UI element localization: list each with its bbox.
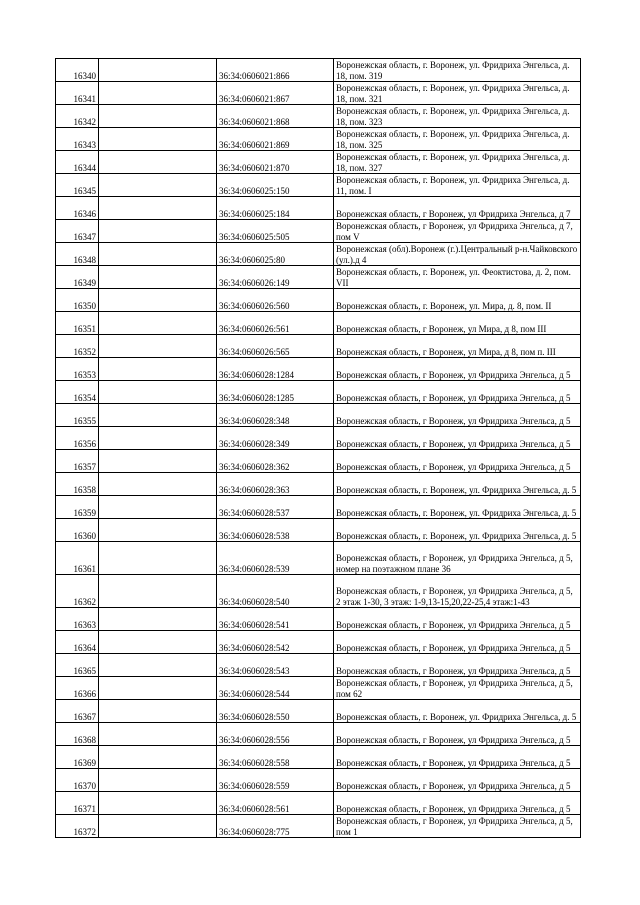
row-number-cell: 16343 xyxy=(56,128,99,151)
empty-cell xyxy=(99,220,217,243)
cadastral-number-cell: 36:34:0606028:348 xyxy=(217,404,334,427)
empty-cell xyxy=(99,542,217,575)
row-number-cell: 16340 xyxy=(56,59,99,82)
row-number-cell: 16361 xyxy=(56,542,99,575)
row-number-cell: 16364 xyxy=(56,631,99,654)
row-number-cell: 16344 xyxy=(56,151,99,174)
row-number-cell: 16359 xyxy=(56,496,99,519)
address-cell: Воронежская область, г Воронеж, ул Фридриха Энгельса, д 5 xyxy=(334,450,581,473)
table-row xyxy=(56,151,581,174)
address-cell: Воронежская область, г Воронеж, ул Фридриха Энгельса, д 5, пом 62 xyxy=(334,677,581,700)
cadastral-number-cell: 36:34:0606028:363 xyxy=(217,473,334,496)
cadastral-number-cell: 36:34:0606028:559 xyxy=(217,769,334,792)
table-row xyxy=(56,312,581,335)
empty-cell xyxy=(99,677,217,700)
address-cell: Воронежская область, г. Воронеж, ул. Фридриха Энгельса, д. 5 xyxy=(334,519,581,542)
cadastral-number-cell: 36:34:0606021:866 xyxy=(217,59,334,82)
address-cell: Воронежская область, г. Воронеж, ул. Фридриха Энгельса, д. 18, пом. 319 xyxy=(334,59,581,82)
row-number-cell: 16342 xyxy=(56,105,99,128)
empty-cell xyxy=(99,496,217,519)
address-cell: Воронежская область, г Воронеж, ул Фридриха Энгельса, д 5 xyxy=(334,358,581,381)
empty-cell xyxy=(99,289,217,312)
address-cell: Воронежская область, г. Воронеж, ул. Феоктистова, д. 2, пом. VII xyxy=(334,266,581,289)
address-cell: Воронежская область, г Воронеж, ул Фридриха Энгельса, д 5, пом 1 xyxy=(334,815,581,838)
address-cell: Воронежская область, г Воронеж, ул Фридриха Энгельса, д 5 xyxy=(334,769,581,792)
table-row xyxy=(56,243,581,266)
empty-cell xyxy=(99,128,217,151)
empty-cell xyxy=(99,769,217,792)
address-cell: Воронежская область, г. Воронеж, ул. Мира, д. 8, пом. II xyxy=(334,289,581,312)
address-cell: Воронежская область, г Воронеж, ул Фридриха Энгельса, д 5 xyxy=(334,608,581,631)
row-number-cell: 16365 xyxy=(56,654,99,677)
empty-cell xyxy=(99,654,217,677)
empty-cell xyxy=(99,151,217,174)
empty-cell xyxy=(99,575,217,608)
address-cell: Воронежская область, г Воронеж, ул Мира, д 8, пом п. III xyxy=(334,335,581,358)
cadastral-number-cell: 36:34:0606025:150 xyxy=(217,174,334,197)
table-row xyxy=(56,700,581,723)
cadastral-number-cell: 36:34:0606028:1285 xyxy=(217,381,334,404)
table-row xyxy=(56,197,581,220)
row-number-cell: 16350 xyxy=(56,289,99,312)
table-row xyxy=(56,496,581,519)
row-number-cell: 16363 xyxy=(56,608,99,631)
cadastral-number-cell: 36:34:0606025:184 xyxy=(217,197,334,220)
cadastral-number-cell: 36:34:0606028:538 xyxy=(217,519,334,542)
row-number-cell: 16351 xyxy=(56,312,99,335)
empty-cell xyxy=(99,105,217,128)
table-row xyxy=(56,59,581,82)
cadastral-number-cell: 36:34:0606021:869 xyxy=(217,128,334,151)
row-number-cell: 16353 xyxy=(56,358,99,381)
empty-cell xyxy=(99,243,217,266)
cadastral-number-cell: 36:34:0606021:867 xyxy=(217,82,334,105)
row-number-cell: 16357 xyxy=(56,450,99,473)
cadastral-number-cell: 36:34:0606028:558 xyxy=(217,746,334,769)
table-row xyxy=(56,289,581,312)
cadastral-number-cell: 36:34:0606028:775 xyxy=(217,815,334,838)
address-cell: Воронежская область, г. Воронеж, ул. Фридриха Энгельса, д. 5 xyxy=(334,473,581,496)
empty-cell xyxy=(99,358,217,381)
empty-cell xyxy=(99,700,217,723)
table-row xyxy=(56,575,581,608)
cadastral-number-cell: 36:34:0606028:541 xyxy=(217,608,334,631)
table-row xyxy=(56,608,581,631)
row-number-cell: 16371 xyxy=(56,792,99,815)
empty-cell xyxy=(99,815,217,838)
row-number-cell: 16358 xyxy=(56,473,99,496)
table-row xyxy=(56,677,581,700)
empty-cell xyxy=(99,473,217,496)
cadastral-number-cell: 36:34:0606028:543 xyxy=(217,654,334,677)
row-number-cell: 16355 xyxy=(56,404,99,427)
address-cell: Воронежская область, г. Воронеж, ул. Фридриха Энгельса, д. 11, пом. I xyxy=(334,174,581,197)
empty-cell xyxy=(99,266,217,289)
row-number-cell: 16369 xyxy=(56,746,99,769)
address-cell: Воронежская область, г Воронеж, ул Фридриха Энгельса, д 7, пом V xyxy=(334,220,581,243)
table-row xyxy=(56,427,581,450)
row-number-cell: 16370 xyxy=(56,769,99,792)
empty-cell xyxy=(99,82,217,105)
row-number-cell: 16367 xyxy=(56,700,99,723)
table-row xyxy=(56,473,581,496)
cadastral-number-cell: 36:34:0606028:544 xyxy=(217,677,334,700)
empty-cell xyxy=(99,746,217,769)
address-cell: Воронежская область, г Воронеж, ул Фридриха Энгельса, д 7 xyxy=(334,197,581,220)
table-row xyxy=(56,381,581,404)
table-row xyxy=(56,519,581,542)
address-cell: Воронежская область, г. Воронеж, ул. Фридриха Энгельса, д. 18, пом. 321 xyxy=(334,82,581,105)
row-number-cell: 16348 xyxy=(56,243,99,266)
address-cell: Воронежская область, г Воронеж, ул Фридриха Энгельса, д 5 xyxy=(334,427,581,450)
cadastral-number-cell: 36:34:0606026:565 xyxy=(217,335,334,358)
address-cell: Воронежская область, г Воронеж, ул Фридриха Энгельса, д 5 xyxy=(334,404,581,427)
cadastral-number-cell: 36:34:0606026:149 xyxy=(217,266,334,289)
cadastral-number-cell: 36:34:0606028:362 xyxy=(217,450,334,473)
cadastral-number-cell: 36:34:0606028:542 xyxy=(217,631,334,654)
empty-cell xyxy=(99,335,217,358)
cadastral-number-cell: 36:34:0606028:1284 xyxy=(217,358,334,381)
table-row xyxy=(56,654,581,677)
empty-cell xyxy=(99,427,217,450)
empty-cell xyxy=(99,197,217,220)
empty-cell xyxy=(99,59,217,82)
cadastral-number-cell: 36:34:0606028:349 xyxy=(217,427,334,450)
row-number-cell: 16356 xyxy=(56,427,99,450)
cadastral-number-cell: 36:34:0606028:539 xyxy=(217,542,334,575)
address-cell: Воронежская область, г Воронеж, ул Фридриха Энгельса, д 5 xyxy=(334,746,581,769)
cadastral-number-cell: 36:34:0606025:505 xyxy=(217,220,334,243)
empty-cell xyxy=(99,792,217,815)
table-row xyxy=(56,174,581,197)
row-number-cell: 16347 xyxy=(56,220,99,243)
address-cell: Воронежская область, г Воронеж, ул Фридриха Энгельса, д 5 xyxy=(334,792,581,815)
address-cell: Воронежская область, г. Воронеж, ул. Фридриха Энгельса, д. 18, пом. 323 xyxy=(334,105,581,128)
empty-cell xyxy=(99,404,217,427)
row-number-cell: 16372 xyxy=(56,815,99,838)
empty-cell xyxy=(99,608,217,631)
cadastral-number-cell: 36:34:0606028:540 xyxy=(217,575,334,608)
address-cell: Воронежская область, г Воронеж, ул Мира, д 8, пом III xyxy=(334,312,581,335)
empty-cell xyxy=(99,312,217,335)
table-row xyxy=(56,542,581,575)
address-cell: Воронежская область, г Воронеж, ул Фридриха Энгельса, д 5, 2 этаж 1-30, 3 этаж: 1-9,13-15,20,22-25,4 этаж:1-43 xyxy=(334,575,581,608)
row-number-cell: 16346 xyxy=(56,197,99,220)
address-cell: Воронежская область, г. Воронеж, ул. Фридриха Энгельса, д. 18, пом. 327 xyxy=(334,151,581,174)
table-row xyxy=(56,358,581,381)
address-cell: Воронежская область, г Воронеж, ул Фридриха Энгельса, д 5 xyxy=(334,381,581,404)
address-cell: Воронежская область, г Воронеж, ул Фридриха Энгельса, д 5 xyxy=(334,631,581,654)
empty-cell xyxy=(99,631,217,654)
row-number-cell: 16345 xyxy=(56,174,99,197)
table-row xyxy=(56,792,581,815)
row-number-cell: 16366 xyxy=(56,677,99,700)
row-number-cell: 16352 xyxy=(56,335,99,358)
address-cell: Воронежская область, г Воронеж, ул Фридриха Энгельса, д 5, номер на поэтажном плане 36 xyxy=(334,542,581,575)
address-cell: Воронежская область, г Воронеж, ул Фридриха Энгельса, д 5 xyxy=(334,723,581,746)
table-row xyxy=(56,82,581,105)
table-row xyxy=(56,220,581,243)
table-row xyxy=(56,128,581,151)
table-row xyxy=(56,631,581,654)
table-row xyxy=(56,105,581,128)
table-row xyxy=(56,746,581,769)
row-number-cell: 16341 xyxy=(56,82,99,105)
cadastral-number-cell: 36:34:0606021:868 xyxy=(217,105,334,128)
row-number-cell: 16349 xyxy=(56,266,99,289)
table-row xyxy=(56,450,581,473)
address-cell: Воронежская область, г. Воронеж, ул. Фридриха Энгельса, д. 5 xyxy=(334,700,581,723)
row-number-cell: 16360 xyxy=(56,519,99,542)
empty-cell xyxy=(99,723,217,746)
table-row xyxy=(56,769,581,792)
table-row xyxy=(56,404,581,427)
registry-table xyxy=(55,58,581,838)
cadastral-number-cell: 36:34:0606028:561 xyxy=(217,792,334,815)
table-row xyxy=(56,723,581,746)
cadastral-number-cell: 36:34:0606028:550 xyxy=(217,700,334,723)
table-row xyxy=(56,335,581,358)
cadastral-number-cell: 36:34:0606025:80 xyxy=(217,243,334,266)
empty-cell xyxy=(99,381,217,404)
table-row xyxy=(56,815,581,838)
row-number-cell: 16362 xyxy=(56,575,99,608)
row-number-cell: 16368 xyxy=(56,723,99,746)
table-row xyxy=(56,266,581,289)
address-cell: Воронежская область, г Воронеж, ул Фридриха Энгельса, д 5 xyxy=(334,654,581,677)
cadastral-number-cell: 36:34:0606026:561 xyxy=(217,312,334,335)
empty-cell xyxy=(99,174,217,197)
empty-cell xyxy=(99,450,217,473)
address-cell: Воронежская область, г. Воронеж, ул. Фридриха Энгельса, д. 18, пом. 325 xyxy=(334,128,581,151)
cadastral-number-cell: 36:34:0606026:560 xyxy=(217,289,334,312)
row-number-cell: 16354 xyxy=(56,381,99,404)
cadastral-number-cell: 36:34:0606021:870 xyxy=(217,151,334,174)
empty-cell xyxy=(99,519,217,542)
registry-table-body xyxy=(56,59,581,838)
address-cell: Воронежская (обл).Воронеж (г.).Центральный р-н.Чайковского (ул.).д 4 xyxy=(334,243,581,266)
cadastral-number-cell: 36:34:0606028:556 xyxy=(217,723,334,746)
address-cell: Воронежская область, г. Воронеж, ул. Фридриха Энгельса, д. 5 xyxy=(334,496,581,519)
cadastral-number-cell: 36:34:0606028:537 xyxy=(217,496,334,519)
